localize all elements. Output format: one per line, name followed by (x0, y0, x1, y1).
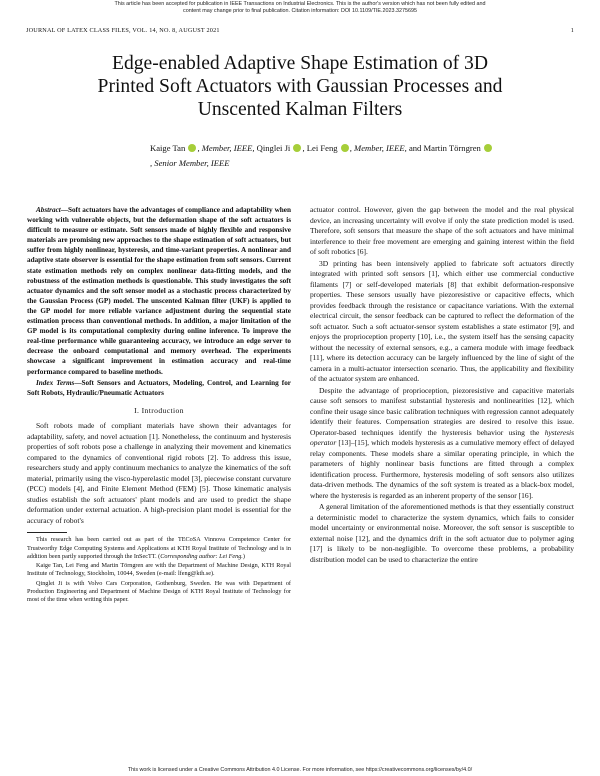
footnote-affiliation-2: Qinglei Ji is with Volvo Cars Corporation, Gothenburg, Sweden. He was with Department of Production Engineering and Department of Machine Design of KTH Royal Institute of Technology for most of the time when writing this paper. (27, 579, 291, 604)
orcid-icon[interactable] (484, 144, 492, 152)
license-notice: This work is licensed under a Creative Commons Attribution 4.0 License. For more information, see https://creativecommons.org/licenses/by/4.0/ (127, 767, 473, 773)
index-terms (27, 378, 291, 398)
footnote-affiliation-1: Kaige Tan, Lei Feng and Martin Törngren are with the Department of Machine Design, KTH Royal Institute of Technology, Stockholm, 10044, Sweden (e-mail: lfeng@kth.se). (27, 562, 291, 578)
author-list (150, 141, 530, 171)
paper-title (40, 52, 560, 121)
abstract-text: —Soft actuators have the advantages of compliance and adaptability when working with vulnerable objects, but the deformation shape of the soft actuators is difficult to measure or estimate. Soft sensors made of highly flexible and responsive materials are promising new approaches to the shape estimation of soft actuators, but suffer from highly nonlinear, hysteresis, and time-variant properties. A nonlinear and adaptive state observer is essential for the shape estimation from soft sensors. Current state estimation methods rely on complex nonlinear data-fitting models, and the robustness of the estimation methods is questionable. This study investigates the soft actuator dynamics and the soft sensor model as a stochastic process characterized by the Gaussian Process (GP) model. The unscented Kalman filter (UKF) is applied to the GP model for more reliable variance adjustment during the sequential state estimation process than conventional methods. In addition, a major limitation of the GP model is its computational complexity during online inference. To improve the real-time performance while guaranteeing accuracy, we introduce an edge server to decrease the onboard computational and memory overhead. The experiments showcase a significant improvement in estimation accuracy and real-time performance compared to baseline methods. (27, 206, 291, 376)
notice-line-2: content may change prior to final publication. Citation information: DOI 10.1109/TIE.2023.3275695 (183, 8, 417, 14)
footnote-funding: This research has been carried out as part of the TECoSA Vinnova Competence Center for Trustworthy Edge Computing Systems and Applications at KTH Royal Institute of Technology and is in addition been partly supported through the InSecTT. (Corresponding author: Lei Feng.) (27, 536, 291, 560)
title-line-2: Printed Soft Actuators with Gaussian Processes and (97, 76, 503, 97)
intro-paragraph-4: Despite the advantage of proprioception, piezoresistive and capacitive materials cause soft sensors to manifest substantial hysteresis and nonlinearities [12], which confine their usage since basic calibration techniques with regression cannot adequately identify their features. Compensation strategies are desired to resolve this issue. Operator-based techniques identify the hysteresis behavior using the hysteresis operator [13]–[15], which models hysteresis as a cumulative memory effect of delayed relay components. These models share a similar operating principle, in which the parameters of highly nonlinear basis functions are fitted through a complex identification process. Furthermore, hysteresis modeling of soft sensors also utilizes data-driven methods. The dynamics of the soft system is treated as a black-box model, where the hysteresis is regarded as an inherent property of the sensor [16]. (310, 385, 574, 500)
abstract (27, 205, 291, 377)
intro-paragraph-5: A general limitation of the aforementioned methods is that they essentially construct a deterministic model to characterize the system dynamics, which fails to consider model uncertainty or environmental noise. Moreover, the soft sensor is susceptible to external noise [12], and the dynamics drift in the soft actuator due to polymer aging [17] is likely to be non-negligible. To overcome these problems, a probability distribution model can be used to characterize the entire (310, 502, 574, 564)
title-line-1: Edge-enabled Adaptive Shape Estimation of 3D (112, 53, 488, 74)
intro-paragraph-3: 3D printing has been intensively applied to fabricate soft actuators directly integrated with printed soft sensors [1], which either use commercial conductive filaments [7] or self-developed materials [8] that exhibit deformation-responsive properties. These sensors usually have piezoresistive or capacitive effects, which provides feedback through the resistance or capacitance variations. With the external electrical circuit, the sensor feedback can be captured to reflect the deformation of the soft actuator. Such a soft actuator-sensor system establishes a state estimator [9], and enjoys the proprioception property [10], i.e., the system itself has the sensing capacity without the necessity of external sensors, e.g., a camera module with image feedback [11], where its detection accuracy can be largely influenced by the line of sight of the camera in a multi-actuator intersection scenario. Thus, the applicability and flexibility of the actuator system are enhanced. (310, 258, 574, 383)
orcid-icon[interactable] (293, 144, 301, 152)
running-head (26, 27, 574, 34)
orcid-icon[interactable] (341, 144, 349, 152)
left-column (27, 205, 291, 606)
author-1: Kaige Tan (150, 143, 186, 153)
intro-paragraph-2: actuator control. However, given the gap between the model and the real physical device, an increasing uncertainty will evolve if only the state prediction model is used. Therefore, soft sensors that measure the shape of the soft actuators and have minimal interference to their free movement are emerging and gaining interest within the field of soft robotics [6]. (310, 205, 574, 256)
section-heading-introduction: I. Introduction (134, 405, 184, 415)
title-line-3: Unscented Kalman Filters (197, 99, 403, 120)
index-terms-label: Index Terms (36, 378, 75, 387)
page-number: 1 (570, 27, 574, 34)
orcid-icon[interactable] (188, 144, 196, 152)
author-3-role: , Member, IEEE, (349, 143, 407, 153)
author-1-role: , Member, IEEE, (197, 143, 255, 153)
publication-notice (0, 1, 600, 15)
author-3: Lei Feng (306, 143, 338, 153)
intro-paragraph-1: Soft robots made of compliant materials have shown their advantages for adaptability, safety, and novel actuation [1]. Nonetheless, the continuum and hysteresis properties of soft robots pose a challenge in analyzing their movement and kinematics compared to the dynamics of conventional rigid robots [2]. To address this issue, researchers study and apply continuum mechanics to analyze the kinematics of the soft material, primarily using the visco-hyperelastic model [3], piecewise constant curvature (PCC) models [4], and Finite Element Method (FEM) [5]. Those kinematic analysis studies establish the soft actuators' plant models and are used to predict the shape deformation under external actuation. A high-precision plant model is essential for the accuracy of robot's (27, 421, 291, 525)
author-4: and Martin Törngren (408, 143, 481, 153)
author-4-role: , Senior Member, IEEE (150, 158, 230, 168)
abstract-label: Abstract (36, 206, 61, 214)
author-2: Qinglei Ji (256, 143, 291, 153)
journal-name: JOURNAL OF LATEX CLASS FILES, VOL. 14, NO. 8, AUGUST 2021 (26, 27, 220, 34)
footnote-divider (27, 532, 67, 533)
index-terms-text: —Soft Sensors and Actuators, Modeling, Control, and Learning for Soft Robots, Hydraulic/Pneumatic Actuators (27, 378, 291, 397)
right-column (310, 205, 574, 566)
notice-line-1: This article has been accepted for publication in IEEE Transactions on Industrial Electronics. This is the author's version which has not been fully edited and (114, 1, 486, 7)
author-2-sep: , (302, 143, 305, 153)
